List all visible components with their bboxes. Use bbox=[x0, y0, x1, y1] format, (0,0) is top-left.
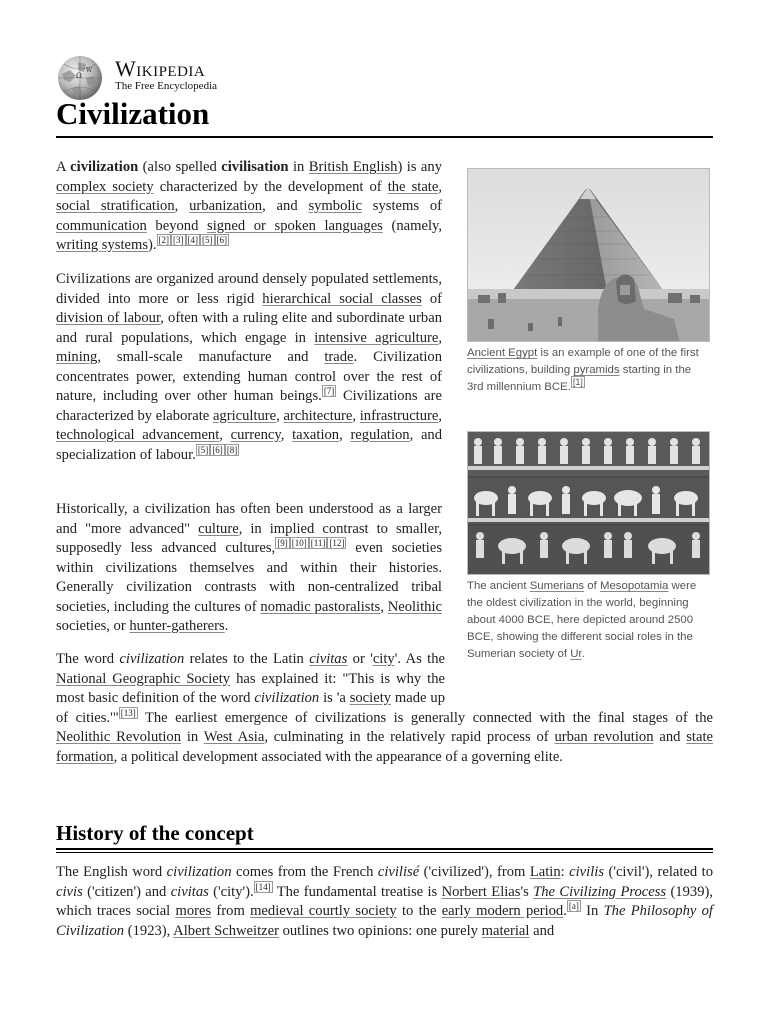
link-complex-society[interactable]: complex society bbox=[56, 178, 154, 195]
link-sumerians[interactable]: Sumerians bbox=[529, 580, 585, 592]
link-neolithic-revolution[interactable]: Neolithic Revolution bbox=[56, 729, 181, 745]
link-taxation[interactable]: taxation bbox=[292, 427, 340, 443]
link-medieval-courtly-society[interactable]: medieval courtly society bbox=[250, 903, 397, 919]
link-regulation[interactable]: regulation bbox=[350, 427, 410, 443]
caption-sumer: The ancient Sumerians of Mesopotamia were the oldest civilization in the world, beginning about 4000 BCE, here depicted around 2500 BCE, showing the different social roles in the Sumerian society of Ur. bbox=[467, 580, 697, 660]
reference-link[interactable]: [2] bbox=[158, 235, 170, 246]
section-divider-thin bbox=[56, 852, 713, 853]
link-agriculture[interactable]: agriculture bbox=[212, 407, 277, 424]
link-intensive-agriculture[interactable]: intensive agriculture bbox=[314, 329, 439, 346]
reference-link[interactable]: [5] bbox=[202, 235, 213, 246]
link-currency[interactable]: currency bbox=[230, 427, 281, 443]
reference-link[interactable]: [12] bbox=[329, 538, 345, 549]
wordmark[interactable]: Wikipedia bbox=[115, 56, 206, 81]
paragraph-history: The English word civilization comes from the French civilisé ('civilized'), from Latin: civilis ('civil'), related to civis ('citizen') and civitas ('city'). [14] The fundamental treatise is Norbert Elias's The Civilizing Process (1939), which traces social mores from medieval courtly society to the early modern period. [a] In The Philosophy of Civilization (1923), Albert Schweitzer outlines two opinions: one purely material and bbox=[56, 864, 713, 939]
reference-link[interactable]: [6] bbox=[212, 444, 223, 455]
svg-text:Ω: Ω bbox=[76, 72, 82, 80]
link-mores[interactable]: mores bbox=[175, 903, 212, 919]
link-pyramids[interactable]: pyramids bbox=[573, 364, 620, 376]
reference-link[interactable]: [7] bbox=[323, 386, 335, 397]
link-material[interactable]: material bbox=[481, 922, 530, 939]
reference-link[interactable]: [9] bbox=[277, 538, 288, 549]
paragraph-organization: Civilizations are organized around densely populated settlements, divided into more or less rigid hierarchical social classes of division of labour, often with a ruling elite and subordinate urban and rural populations, which engage in intensive agriculture, mining, small-scale manufacture and trade. Civilization concentrates power, extending human control over the rest of nature, including over other human beings. [7] Civilizations are characterized by elaborate agriculture, architecture, infrastructure, technological advancement, currency, taxation, regulation, and specialization of labour. [5] [6] [8] bbox=[56, 271, 443, 463]
link-urban-revolution[interactable]: urban revolution bbox=[554, 729, 654, 745]
link-society[interactable]: society bbox=[349, 690, 392, 706]
page-title: Civilization bbox=[56, 96, 210, 131]
reference-link[interactable]: [11] bbox=[310, 538, 326, 549]
link-ur[interactable]: Ur bbox=[570, 648, 582, 660]
reference-link[interactable]: [10] bbox=[291, 538, 307, 549]
link-culture[interactable]: culture bbox=[198, 520, 239, 537]
paragraph-historically: Historically, a civilization has often been understood as a larger and "more advanced" culture, in implied contrast to smaller, supposedly less advanced cultures, [9] [10] [11] [12] even societies within civilizations themselves and within their histories. Generally civilization contrasts with non-centralized tribal societies, including the cultures of nomadic pastoralists, Neolithic societies, or hunter-gatherers. bbox=[56, 501, 442, 634]
link-mining[interactable]: mining bbox=[56, 349, 98, 365]
link-technological-advancement[interactable]: technological advancement bbox=[56, 427, 220, 443]
link-neolithic[interactable]: Neolithic bbox=[387, 598, 442, 615]
link-mesopotamia[interactable]: Mesopotamia bbox=[599, 580, 669, 592]
reference-link[interactable]: [14] bbox=[255, 881, 271, 892]
link-nomadic-pastoralists[interactable]: nomadic pastoralists bbox=[260, 598, 381, 615]
link-division-of-labour[interactable]: division of labour bbox=[56, 310, 161, 326]
caption-egypt: Ancient Egypt is an example of one of the first civilizations, building pyramids starting in the 3rd millennium BCE. [1] bbox=[467, 347, 699, 393]
paragraph-etymology: The word civilization relates to the Latin civitas or 'city'. As the National Geographic Society has explained it: "This is why the most basic definition of the word civilization is 'a society made up of cities.'" [13] The earliest emergence of civilizations is generally connected with the final stages of the Neolithic Revolution in West Asia, culminating in the relatively rapid process of urban revolution and state formation, a political development associated with the appearance of a governing elite. bbox=[56, 651, 714, 765]
title-divider bbox=[56, 136, 713, 138]
link-civilizing-process[interactable]: The Civilizing Process bbox=[533, 883, 667, 900]
section-heading: History of the concept bbox=[56, 821, 254, 845]
link-norbert-elias[interactable]: Norbert Elias bbox=[441, 883, 521, 900]
link-early-modern-period[interactable]: early modern period bbox=[441, 903, 564, 919]
link-social-stratification[interactable]: social stratification bbox=[56, 198, 175, 214]
section-divider bbox=[56, 848, 713, 850]
reference-link[interactable]: [3] bbox=[173, 235, 184, 246]
link-hunter-gatherers[interactable]: hunter-gatherers bbox=[129, 618, 225, 634]
link-civitas[interactable]: civitas bbox=[309, 651, 348, 667]
reference-link[interactable]: [4] bbox=[187, 235, 199, 246]
link-hierarchical-social-classes[interactable]: hierarchical social classes bbox=[262, 290, 422, 307]
link-national-geographic-society[interactable]: National Geographic Society bbox=[56, 670, 231, 687]
svg-text:W: W bbox=[86, 67, 93, 74]
figure-egypt bbox=[467, 168, 710, 396]
figure-sumer bbox=[467, 431, 710, 663]
link-the-state[interactable]: the state bbox=[387, 178, 439, 195]
reference-link[interactable]: [8] bbox=[226, 444, 238, 455]
link-west-asia[interactable]: West Asia bbox=[203, 729, 265, 745]
link-state-formation[interactable]: state formation bbox=[56, 729, 713, 765]
pyramid-image[interactable] bbox=[467, 168, 710, 342]
link-signed-spoken-languages[interactable]: signed or spoken languages bbox=[207, 217, 383, 234]
link-city[interactable]: city bbox=[372, 651, 395, 667]
link-albert-schweitzer[interactable]: Albert Schweitzer bbox=[173, 922, 279, 939]
link-latin[interactable]: Latin bbox=[529, 864, 561, 880]
link-architecture[interactable]: architecture bbox=[283, 407, 353, 424]
link-symbolic[interactable]: symbolic bbox=[308, 198, 362, 214]
reference-link[interactable]: [5] bbox=[197, 444, 209, 455]
link-communication[interactable]: communication bbox=[56, 217, 147, 234]
reference-link[interactable]: [1] bbox=[572, 377, 583, 388]
reference-link[interactable]: [6] bbox=[216, 235, 228, 246]
note-link[interactable]: [a] bbox=[568, 901, 579, 912]
paragraph-intro: A civilization (also spelled civilisation in British English) is any complex society characterized by the development of the state, social stratification, urbanization, and symbolic systems of communication beyond signed or spoken languages (namely, writing systems). [2] [3] [4] [5] [6] bbox=[56, 159, 442, 253]
link-writing-systems[interactable]: writing systems bbox=[56, 237, 149, 253]
link-infrastructure[interactable]: infrastructure bbox=[359, 407, 439, 424]
link-trade[interactable]: trade bbox=[324, 349, 354, 365]
reference-link[interactable]: [13] bbox=[120, 707, 136, 718]
link-british-english[interactable]: British English bbox=[308, 159, 398, 175]
link-urbanization[interactable]: urbanization bbox=[189, 198, 263, 214]
standard-of-ur-image[interactable] bbox=[467, 431, 710, 575]
puzzle-globe-icon[interactable] bbox=[56, 54, 104, 102]
link-ancient-egypt[interactable]: Ancient Egypt bbox=[467, 347, 538, 359]
tagline: The Free Encyclopedia bbox=[115, 80, 218, 92]
